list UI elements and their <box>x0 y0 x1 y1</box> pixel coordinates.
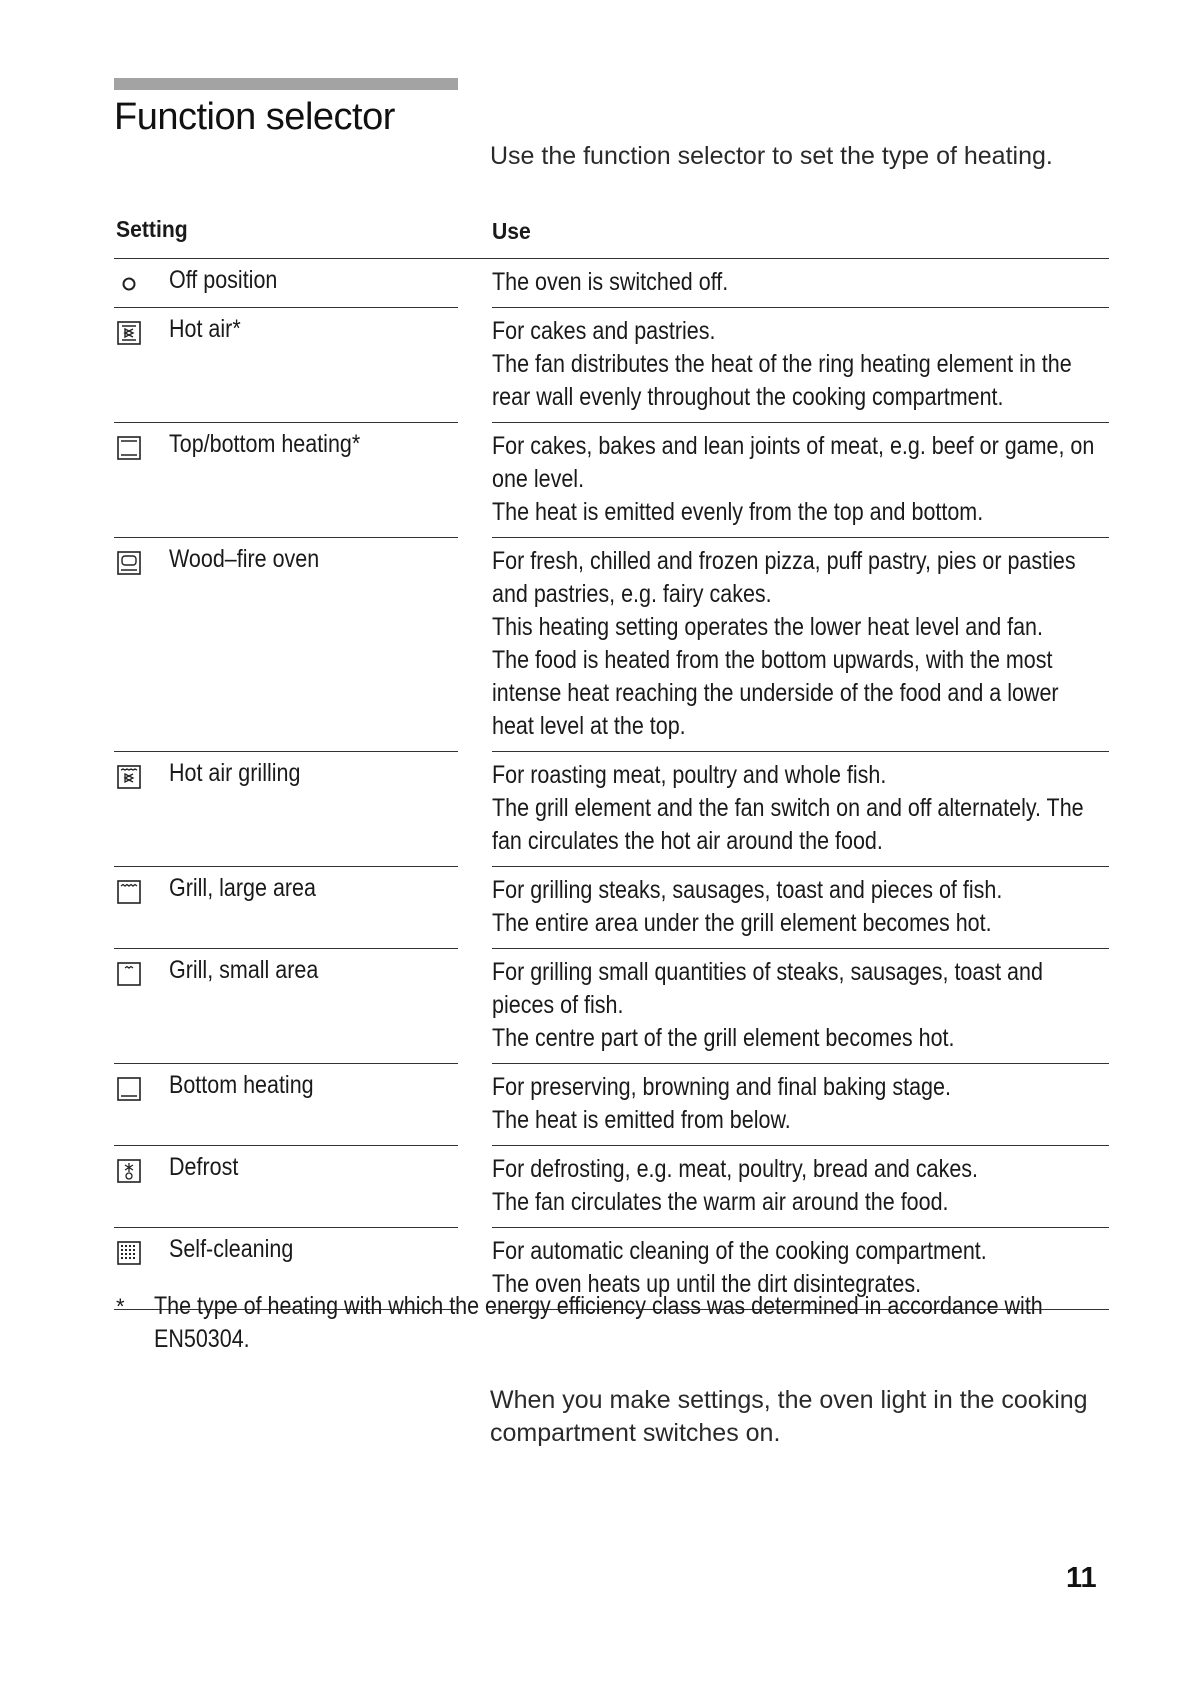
use-line: The food is heated from the bottom upwards, with the most <box>492 646 1053 674</box>
table-body <box>114 259 1109 1310</box>
table-row <box>114 423 1109 538</box>
setting-cell <box>114 308 458 423</box>
table-row <box>114 259 1109 308</box>
closing-line: compartment switches on. <box>490 1419 781 1447</box>
setting-cell <box>114 752 458 867</box>
use-line: The centre part of the grill element becomes hot. <box>492 1024 955 1052</box>
setting-cell <box>114 1064 458 1146</box>
setting-cell <box>114 538 458 752</box>
use-cell <box>492 423 1109 538</box>
top-bottom-heating-icon <box>116 435 142 461</box>
section-rule <box>114 78 458 90</box>
use-cell <box>492 259 1109 308</box>
use-cell <box>492 1064 1109 1146</box>
setting-label: Self-cleaning <box>169 1235 294 1263</box>
page-number: 11 <box>1066 1562 1097 1594</box>
use-line: one level. <box>492 465 585 493</box>
off-circle-icon <box>116 271 142 297</box>
use-line: heat level at the top. <box>492 712 686 740</box>
use-line: rear wall evenly throughout the cooking compartment. <box>492 383 1004 411</box>
setting-label: Hot air* <box>169 315 241 343</box>
use-line: For fresh, chilled and frozen pizza, puff pastry, pies or pasties <box>492 547 1076 575</box>
footnote <box>114 1290 1114 1356</box>
use-cell <box>492 949 1109 1064</box>
setting-cell <box>114 423 458 538</box>
use-cell <box>492 1146 1109 1228</box>
setting-label: Grill, small area <box>169 956 319 984</box>
closing-line: When you make settings, the oven light in the cooking <box>490 1386 1088 1414</box>
bottom-heating-icon <box>116 1076 142 1102</box>
self-cleaning-icon <box>116 1240 142 1266</box>
table-row <box>114 1064 1109 1146</box>
use-line: The heat is emitted from below. <box>492 1106 791 1134</box>
use-line: For grilling small quantities of steaks, sausages, toast and <box>492 958 1043 986</box>
setting-label: Wood–fire oven <box>169 545 320 573</box>
use-line: The heat is emitted evenly from the top and bottom. <box>492 498 984 526</box>
hot-air-grilling-icon <box>116 764 142 790</box>
setting-cell <box>114 1146 458 1228</box>
table-row <box>114 949 1109 1064</box>
setting-label: Hot air grilling <box>169 759 301 787</box>
settings-table <box>114 214 1109 1310</box>
table-row <box>114 1146 1109 1228</box>
closing-note <box>490 1384 1088 1450</box>
use-line: The fan distributes the heat of the ring heating element in the <box>492 350 1072 378</box>
use-line: The grill element and the fan switch on and off alternately. The <box>492 794 1084 822</box>
setting-cell <box>114 949 458 1064</box>
footnote-marker: * <box>116 1294 125 1319</box>
intro-text: Use the function selector to set the type of heating. <box>490 142 1053 170</box>
use-cell <box>492 867 1109 949</box>
header-setting: Setting <box>116 216 188 242</box>
footnote-line: EN50304. <box>154 1325 250 1353</box>
use-line: For grilling steaks, sausages, toast and pieces of fish. <box>492 876 1003 904</box>
use-line: pieces of fish. <box>492 991 624 1019</box>
use-cell <box>492 308 1109 423</box>
use-line: For roasting meat, poultry and whole fish. <box>492 761 887 789</box>
footnote-line: The type of heating with which the energy efficiency class was determined in accordance with <box>154 1292 1043 1320</box>
setting-cell <box>114 867 458 949</box>
use-cell <box>492 752 1109 867</box>
grill-large-area-icon <box>116 879 142 905</box>
use-line: intense heat reaching the underside of the food and a lower <box>492 679 1059 707</box>
use-cell <box>492 538 1109 752</box>
use-line: The oven heats up until the dirt disintegrates. <box>492 1270 922 1298</box>
use-line: For automatic cleaning of the cooking compartment. <box>492 1237 987 1265</box>
table-row <box>114 752 1109 867</box>
table-row <box>114 538 1109 752</box>
hot-air-icon <box>116 320 142 346</box>
use-line: This heating setting operates the lower heat level and fan. <box>492 613 1043 641</box>
use-line: For cakes and pastries. <box>492 317 716 345</box>
setting-label: Off position <box>169 266 278 294</box>
table-row <box>114 308 1109 423</box>
table-row <box>114 867 1109 949</box>
setting-cell <box>114 259 458 308</box>
setting-label: Defrost <box>169 1153 239 1181</box>
setting-label: Top/bottom heating* <box>169 430 361 458</box>
use-line: The oven is switched off. <box>492 268 729 296</box>
wood-fire-oven-icon <box>116 550 142 576</box>
use-line: fan circulates the hot air around the food. <box>492 827 883 855</box>
grill-small-area-icon <box>116 961 142 987</box>
table-header <box>114 214 1109 259</box>
use-line: The fan circulates the warm air around the food. <box>492 1188 949 1216</box>
defrost-icon <box>116 1158 142 1184</box>
use-line: and pastries, e.g. fairy cakes. <box>492 580 772 608</box>
setting-label: Grill, large area <box>169 874 316 902</box>
use-line: For cakes, bakes and lean joints of meat, e.g. beef or game, on <box>492 432 1095 460</box>
page-title: Function selector <box>114 96 395 138</box>
setting-label: Bottom heating <box>169 1071 314 1099</box>
header-use: Use <box>492 218 531 244</box>
use-line: For preserving, browning and final baking stage. <box>492 1073 951 1101</box>
use-line: The entire area under the grill element becomes hot. <box>492 909 992 937</box>
use-line: For defrosting, e.g. meat, poultry, bread and cakes. <box>492 1155 979 1183</box>
